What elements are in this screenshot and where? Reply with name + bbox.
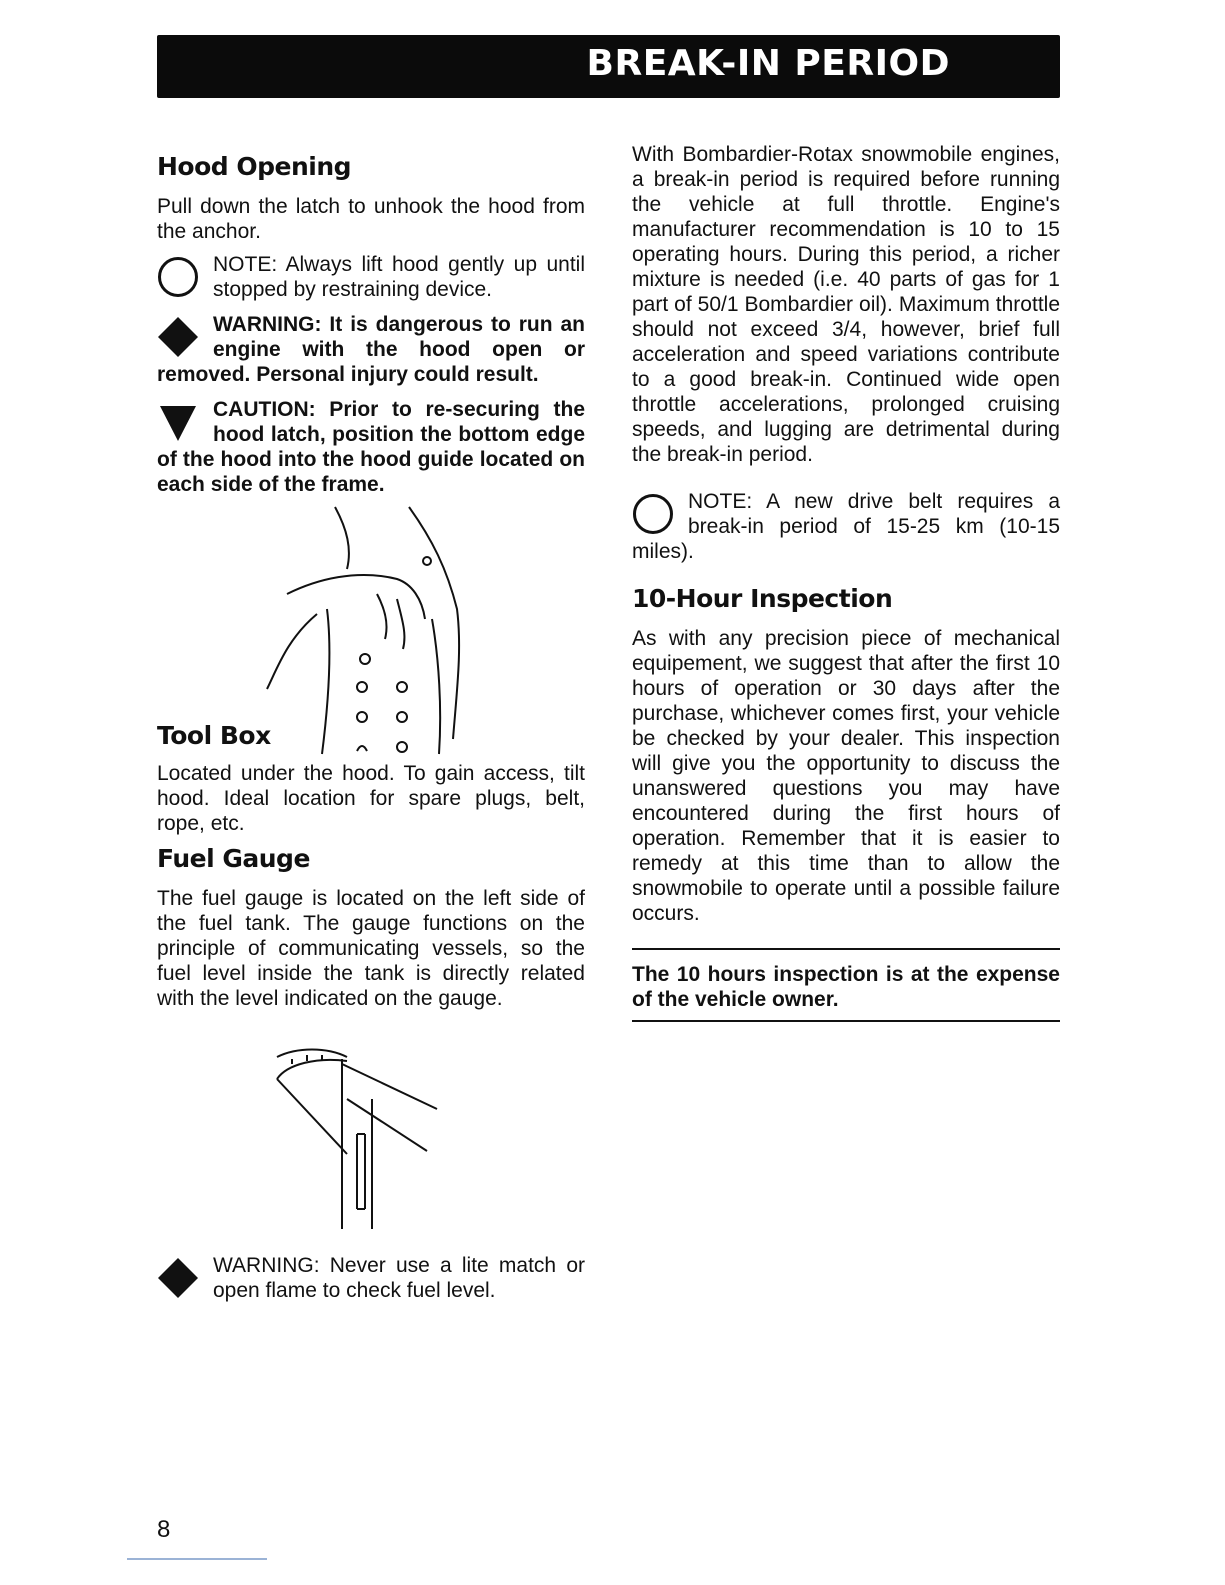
- caution-triangle-icon: [157, 401, 199, 443]
- fuel-gauge-illustration: [157, 1039, 585, 1239]
- note-circle-icon: [157, 256, 199, 298]
- page-number: 8: [157, 1516, 171, 1543]
- warning-diamond-icon: [157, 316, 199, 358]
- fuel-gauge-heading: Fuel Gauge: [157, 844, 310, 873]
- bottom-edge-line: [127, 1558, 267, 1560]
- hood-latch-illustration: [157, 499, 585, 757]
- notice-top-rule: [632, 948, 1060, 950]
- notice-bottom-rule: [632, 1020, 1060, 1022]
- left-column: [157, 150, 585, 1303]
- inspection-heading: 10-Hour Inspection: [632, 584, 893, 613]
- fuel-gauge-text: The fuel gauge is located on the left side of the fuel tank. The gauge functions on the principle of communicating vessels, so the fuel level inside the tank is directly related with the level indicated on the gauge.: [157, 887, 585, 1010]
- inspection-cost-notice: The 10 hours inspection is at the expense of the vehicle owner.: [632, 963, 1060, 1011]
- hood-opening-text: Pull down the latch to unhook the hood from the anchor.: [157, 195, 585, 243]
- hood-warning: WARNING: It is dangerous to run an engine with the hood open or removed. Personal injury could result.: [157, 313, 585, 386]
- tool-box-heading: Tool Box: [157, 721, 271, 750]
- hood-caution: CAUTION: Prior to re-securing the hood latch, position the bottom edge of the hood into the hood guide located on each side of the frame.: [157, 398, 585, 496]
- section-header-bar: [157, 35, 1060, 98]
- hood-note: NOTE: Always lift hood gently up until stopped by restraining device.: [157, 252, 585, 302]
- tool-box-text: Located under the hood. To gain access, tilt hood. Ideal location for spare plugs, belt, rope, etc.: [157, 762, 585, 835]
- fuel-warning: WARNING: Never use a lite match or open flame to check fuel level.: [157, 1253, 585, 1303]
- inspection-text: As with any precision piece of mechanical equipement, we suggest that after the first 10 hours of operation or 30 days after the purchase, whichever comes first, your vehicle be checked by your dealer. This inspection will give you the opportunity to discuss the unanswered questions you may have encountered during the first hours of operation. Remember that it is easier to remedy at this time than to allow the snowmobile to operate until a possible failure occurs.: [632, 627, 1060, 925]
- drive-belt-note: NOTE: A new drive belt requires a break-in period of 15-25 km (10-15 miles).: [632, 490, 1060, 563]
- warning-diamond-icon: [157, 1257, 199, 1299]
- note-circle-icon: [632, 493, 674, 535]
- hood-opening-heading: Hood Opening: [157, 152, 352, 181]
- section-title: BREAK-IN PERIOD: [586, 43, 950, 84]
- break-in-intro-text: With Bombardier-Rotax snowmobile engines, a break-in period is required before running the vehicle at full throttle. Engine's manufacturer recommendation is 10 to 15 operating hours. During this period, a richer mixture is needed (i.e. 40 parts of gas for 1 part of 50/1 Bombardier oil). Maximum throttle should not exceed 3/4, however, brief full acceleration and speed variations contribute to a good break-in. Continued wide open throttle accelerations, prolonged cruising speeds, and lugging are detrimental during the break-in period.: [632, 143, 1060, 466]
- right-column: [632, 142, 1060, 1022]
